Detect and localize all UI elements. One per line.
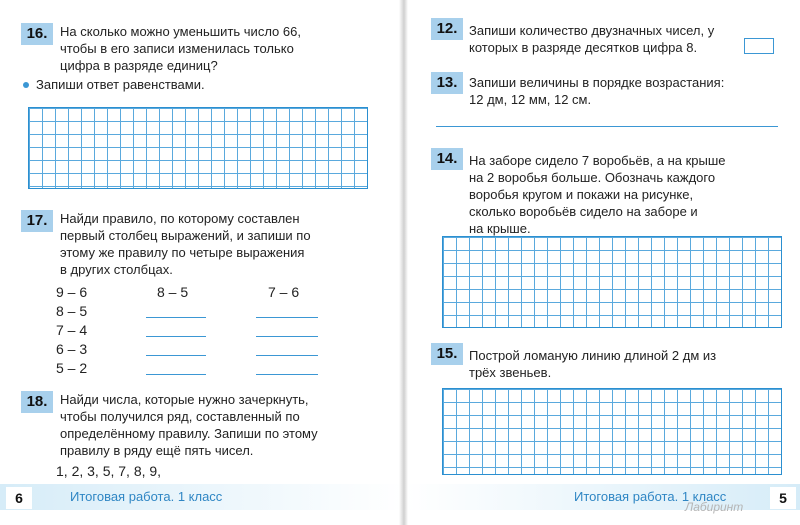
task-14-text-line-4: сколько воробьёв сидело на заборе и	[469, 204, 698, 219]
task-14-drawing-grid[interactable]	[442, 236, 782, 328]
task-15-number: 15.	[431, 343, 463, 365]
answer-line[interactable]	[256, 336, 318, 337]
answer-line[interactable]	[146, 336, 206, 337]
task-12-text-line-2: которых в разряде десятков цифра 8.	[469, 40, 698, 55]
task-16-number: 16.	[21, 23, 53, 45]
task-17-number: 17.	[21, 210, 53, 232]
task-12-answer-box[interactable]	[744, 38, 774, 54]
task-17-text-line-2: первый столбец выражений, и запиши по	[60, 228, 311, 243]
task-15-text-line-2: трёх звеньев.	[469, 365, 552, 380]
answer-line[interactable]	[256, 317, 318, 318]
footer-left	[0, 484, 404, 510]
expression-col1-row5: 5 – 2	[56, 360, 88, 376]
expression-col1-row1: 9 – 6	[56, 284, 88, 300]
task-16-instruction: Запиши ответ равенствами.	[36, 77, 205, 92]
task-13-text-line-1: Запиши величины в порядке возрастания:	[469, 75, 725, 90]
page-number: 6	[6, 487, 32, 509]
expression-col1-row3: 7 – 4	[56, 322, 88, 338]
task-17-text-line-4: в других столбцах.	[60, 262, 173, 277]
watermark-text: Лабиринт	[685, 500, 744, 514]
task-13-number: 13.	[431, 72, 463, 94]
number-sequence: 1, 2, 3, 5, 7, 8, 9,	[56, 463, 162, 479]
answer-line[interactable]	[256, 355, 318, 356]
task-14-number: 14.	[431, 148, 463, 170]
task-12-text-line-1: Запиши количество двузначных чисел, у	[469, 23, 715, 38]
task-18-text-line-3: определённому правилу. Запиши по этому	[60, 426, 318, 441]
task-16-text-line-3: цифра в разряде единиц?	[60, 58, 218, 73]
task-16-answer-grid[interactable]	[28, 107, 368, 189]
book-spine	[399, 0, 408, 525]
right-page	[404, 0, 800, 525]
task-14-text-line-3: воробья кругом и покажи на рисунке,	[469, 187, 694, 202]
task-14-text-line-1: На заборе сидело 7 воробьёв, а на крыше	[469, 153, 726, 168]
task-16-text-line-2: чтобы в его записи изменилась только	[60, 41, 294, 56]
task-18-number: 18.	[21, 391, 53, 413]
task-15-drawing-grid[interactable]	[442, 388, 782, 475]
task-18-text-line-4: правилу в ряду ещё пять чисел.	[60, 443, 254, 458]
task-18-text-line-1: Найди числа, которые нужно зачеркнуть,	[60, 392, 309, 407]
task-18-text-line-2: чтобы получился ряд, составленный по	[60, 409, 300, 424]
task-15-text-line-1: Построй ломаную линию длиной 2 дм из	[469, 348, 717, 363]
footer-title: Итоговая работа. 1 класс	[574, 489, 727, 504]
task-14-text-line-2: на 2 воробья больше. Обозначь каждого	[469, 170, 716, 185]
task-17-text-line-3: этому же правилу по четыре выражения	[60, 245, 305, 260]
task-17-text-line-1: Найди правило, по которому составлен	[60, 211, 300, 226]
answer-line[interactable]	[146, 355, 206, 356]
task-13-text-line-2: 12 дм, 12 мм, 12 см.	[469, 92, 592, 107]
footer-title: Итоговая работа. 1 класс	[70, 489, 223, 504]
expression-col2-head: 8 – 5	[157, 284, 189, 300]
expression-col3-head: 7 – 6	[268, 284, 300, 300]
task-16-text-line-1: На сколько можно уменьшить число 66,	[60, 24, 301, 39]
answer-line[interactable]	[256, 374, 318, 375]
bullet-icon	[23, 82, 29, 88]
answer-line[interactable]	[146, 317, 206, 318]
task-13-answer-line[interactable]	[436, 126, 778, 127]
answer-line[interactable]	[146, 374, 206, 375]
expression-col1-row4: 6 – 3	[56, 341, 88, 357]
page-number: 5	[770, 487, 796, 509]
task-14-text-line-5: на крыше.	[469, 221, 531, 236]
expression-col1-row2: 8 – 5	[56, 303, 88, 319]
task-12-number: 12.	[431, 18, 463, 40]
